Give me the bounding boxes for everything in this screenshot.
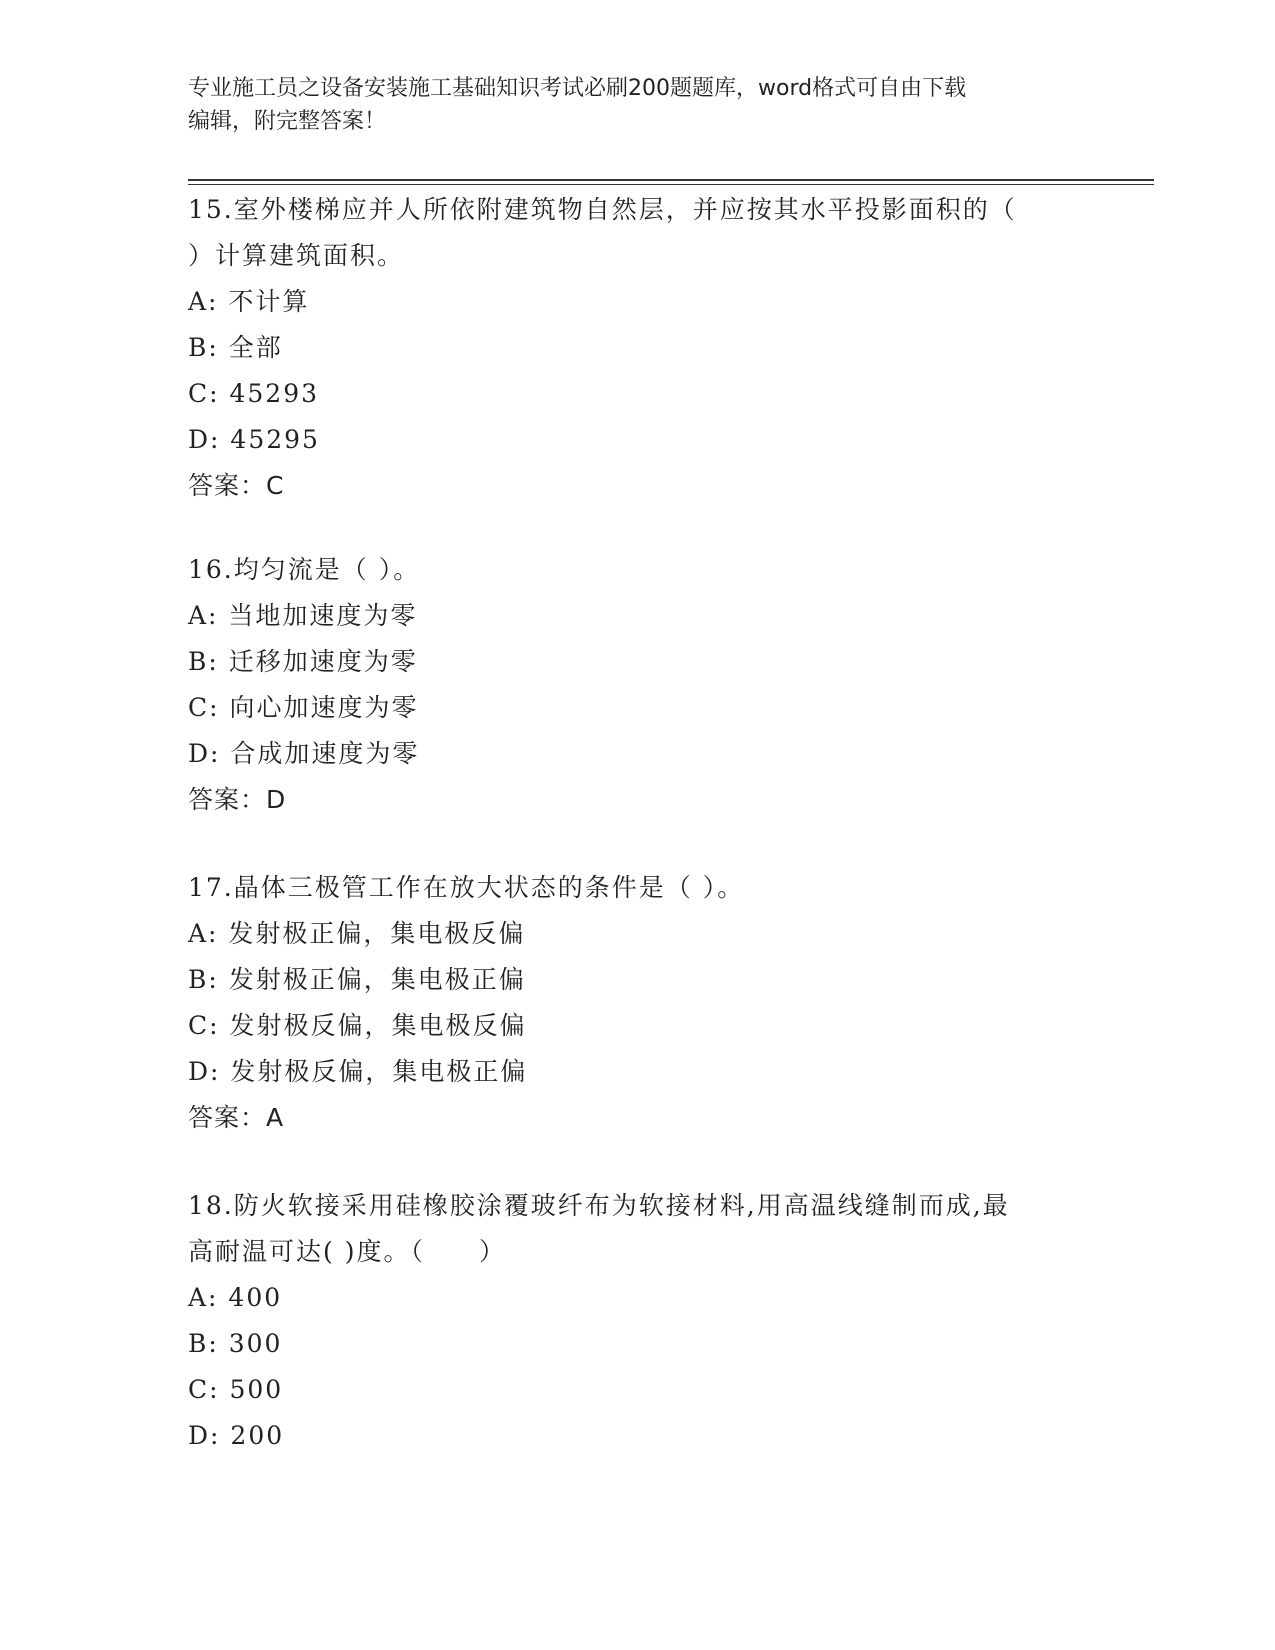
option-d: D: 发射极反偏，集电极正偏 xyxy=(188,1057,528,1086)
question-text: 18.防火软接采用硅橡胶涂覆玻纤布为软接材料,用高温线缝制而成,最 xyxy=(188,1191,1010,1220)
question-16 xyxy=(188,547,1088,823)
option-b: B: 迁移加速度为零 xyxy=(188,647,418,676)
question-17 xyxy=(188,865,1088,1141)
option-c: C: 发射极反偏，集电极反偏 xyxy=(188,1011,527,1040)
document-header xyxy=(188,72,1068,138)
option-d: D: 200 xyxy=(188,1421,285,1450)
question-text: 15.室外楼梯应并人所依附建筑物自然层，并应按其水平投影面积的（ xyxy=(188,195,1017,224)
question-text: 高耐温可达( )度。（ ） xyxy=(188,1237,506,1266)
answer: 答案：A xyxy=(188,1103,285,1132)
header-line-2: 编辑，附完整答案！ xyxy=(188,109,387,134)
question-text: ）计算建筑面积。 xyxy=(188,241,405,270)
question-text: 16.均匀流是（ ）。 xyxy=(188,555,421,584)
option-c: C: 500 xyxy=(188,1375,284,1404)
option-b: B: 发射极正偏，集电极正偏 xyxy=(188,965,526,994)
option-b: B: 全部 xyxy=(188,333,283,362)
option-a: A: 当地加速度为零 xyxy=(188,601,418,630)
question-18 xyxy=(188,1183,1088,1459)
option-c: C: 45293 xyxy=(188,379,320,408)
answer: 答案：C xyxy=(188,471,285,500)
option-a: A: 发射极正偏，集电极反偏 xyxy=(188,919,526,948)
header-line-1: 专业施工员之设备安装施工基础知识考试必刷200题题库，word格式可自由下载 xyxy=(188,76,967,101)
option-d: D: 合成加速度为零 xyxy=(188,739,420,768)
option-a: A: 不计算 xyxy=(188,287,310,316)
option-d: D: 45295 xyxy=(188,425,320,454)
option-a: A: 400 xyxy=(188,1283,283,1312)
header-divider xyxy=(188,179,1154,185)
option-b: B: 300 xyxy=(188,1329,283,1358)
question-text: 17.晶体三极管工作在放大状态的条件是（ ）。 xyxy=(188,873,745,902)
answer: 答案：D xyxy=(188,785,287,814)
option-c: C: 向心加速度为零 xyxy=(188,693,419,722)
question-15 xyxy=(188,187,1088,509)
